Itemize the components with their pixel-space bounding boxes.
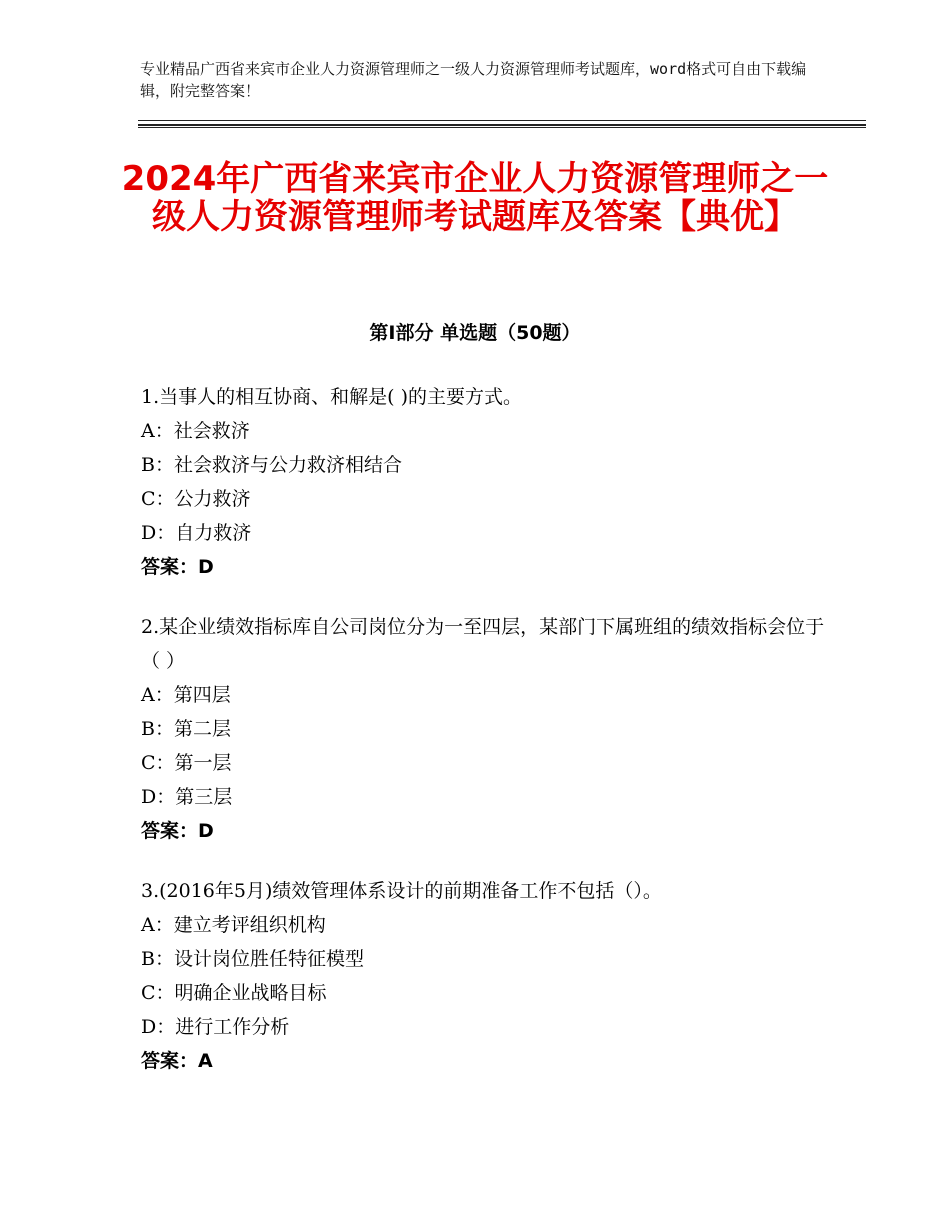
option-a: A：社会救济 [141,420,250,442]
question-stem: 3.(2016年5月)绩效管理体系设计的前期准备工作不包括（）。 [141,880,662,902]
answer: 答案：D [141,556,214,578]
header-divider-middle [138,124,866,126]
option-d: D：第三层 [141,786,233,808]
option-c: C：明确企业战略目标 [141,982,327,1004]
header-divider-top [138,120,866,121]
answer: 答案：D [141,820,214,842]
option-b: B：社会救济与公力救济相结合 [141,454,402,476]
answer: 答案：A [141,1050,213,1072]
document-title: 2024年广西省来宾市企业人力资源管理师之一级人力资源管理师考试题库及答案【典优】 [121,159,829,237]
option-b: B：设计岗位胜任特征模型 [141,948,364,970]
option-d: D：进行工作分析 [141,1016,290,1038]
section-title: 第Ⅰ部分 单选题（50题） [369,322,581,344]
question-stem: 2.某企业绩效指标库自公司岗位分为一至四层，某部门下属班组的绩效指标会位于（ ） [141,616,825,672]
question-3 [141,874,831,1078]
option-c: C：第一层 [141,752,232,774]
question-stem: 1.当事人的相互协商、和解是( )的主要方式。 [141,386,522,408]
option-a: A：建立考评组织机构 [141,914,326,936]
option-d: D：自力救济 [141,522,252,544]
option-a: A：第四层 [141,684,231,706]
option-c: C：公力救济 [141,488,251,510]
question-list [141,380,831,1104]
question-2 [141,610,831,848]
option-b: B：第二层 [141,718,231,740]
question-1 [141,380,831,584]
header-divider-bottom [138,127,866,128]
header-note: 专业精品广西省来宾市企业人力资源管理师之一级人力资源管理师考试题库，word格式可自由下载编辑，附完整答案！ [140,60,807,100]
